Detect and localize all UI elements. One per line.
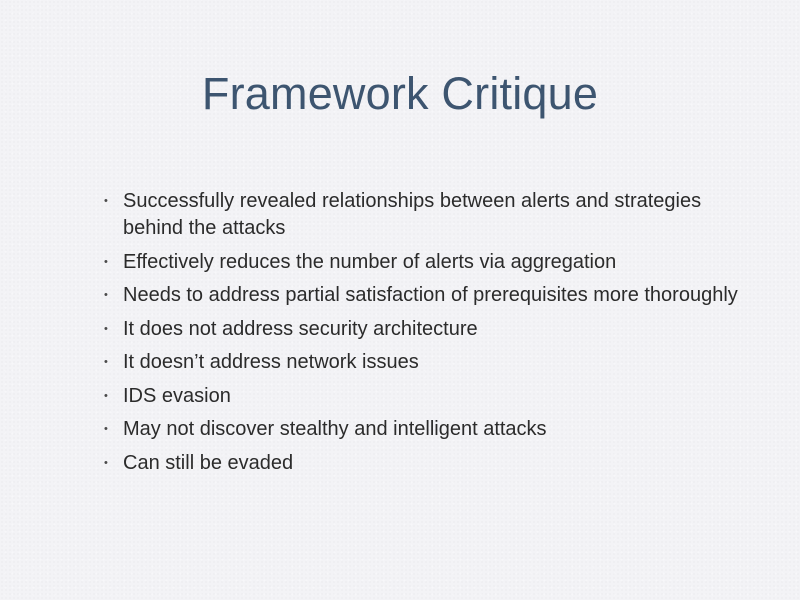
bullet-dot-icon: •: [104, 456, 108, 469]
bullet-dot-icon: •: [104, 322, 108, 335]
bullet-item: [105, 316, 745, 343]
bullet-text: Effectively reduces the number of alerts via aggregation: [123, 250, 617, 273]
bullet-text: Can still be evaded: [123, 451, 294, 474]
bullet-item: [105, 383, 745, 410]
bullet-dot-icon: •: [104, 255, 108, 268]
bullet-dot-icon: •: [104, 356, 108, 368]
slide-title: Framework Critique: [201, 68, 599, 119]
bullet-dot-icon: •: [104, 389, 108, 402]
bullet-text: It doesn’t address network issues: [123, 351, 419, 373]
bullet-text: It does not address security architecture: [123, 317, 478, 340]
bullet-item: [105, 416, 745, 443]
bullet-item: [105, 249, 745, 276]
bullet-list: [105, 188, 745, 483]
bullet-text: May not discover stealthy and intelligent attacks: [123, 418, 547, 440]
bullet-item: [105, 450, 745, 477]
bullet-dot-icon: •: [104, 423, 108, 435]
bullet-text: Needs to address partial satisfaction of prerequisites more thoroughly: [123, 284, 738, 306]
bullet-item: [105, 282, 745, 309]
bullet-dot-icon: •: [104, 289, 108, 301]
bullet-item: [105, 349, 745, 376]
bullet-text: IDS evasion: [123, 384, 231, 407]
bullet-text: Successfully revealed relationships between alerts and strategies behind the attacks: [123, 190, 702, 239]
bullet-item: [105, 188, 745, 242]
bullet-dot-icon: •: [104, 195, 108, 207]
